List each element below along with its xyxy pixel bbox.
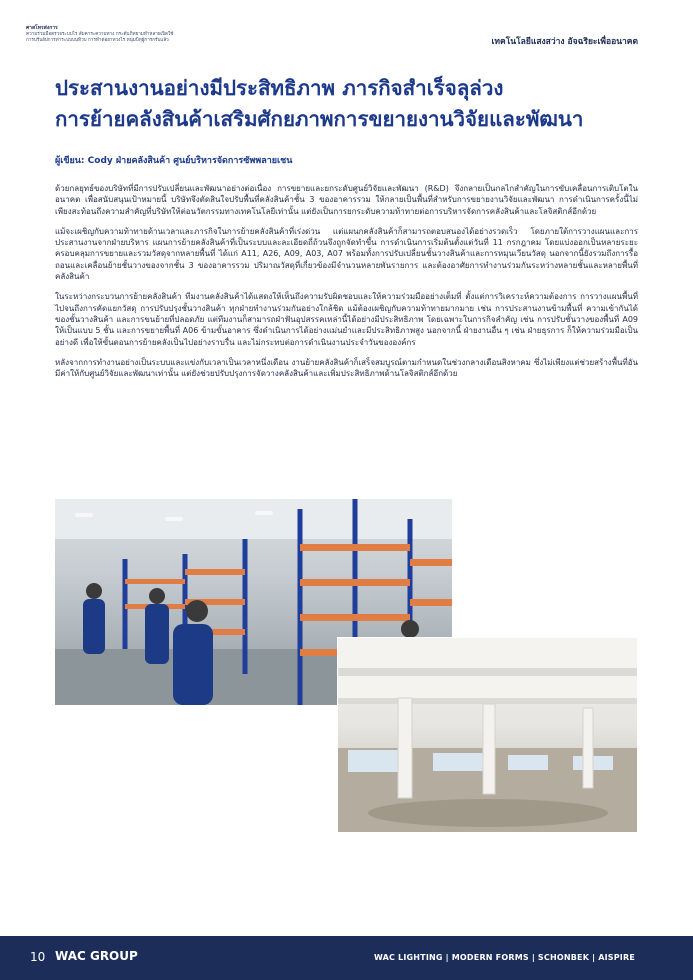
header-section-label: ศาสโทรส่งการ	[26, 25, 58, 31]
article-paragraph: ในระหว่างกระบวนการย้ายคลังสินค้า ทีมงานคลังสินค้าได้แสดงให้เห็นถึงความรับผิดชอบและให้ความร่วมมืออย่างเต็มที่ ตั้งแต่การวิเคราะห์ความต้องการ การวางแผนพื้นที่ ไปจนถึงการคัดแยกวัสดุ การปรับปรุงชั้นวางสินค้า ทุกฝ่ายทำงานร่วมกันอย่างใกล้ชิด แม้ต้องเผชิญกับความท้าทายมากมาย เช่น การประสานงานข้ามพื้นที่ ความเข้ากันได้ของชั้นวางสินค้า และการขนย้ายที่ปลอดภัย แต่ทีมงานก็สามารถฝ่าฟันอุปสรรคเหล่านี้ได้อย่างมีประสิทธิภาพ โดยเฉพาะในการกิจสำคัญ เช่น การปรับชั้นวางของพื้นที่ A09 ให้เป็นแบบ 5 ชั้น และการขยายพื้นที่ A06 ข้ามขั้นอาคาร ซึ่งดำเนินการได้อย่างแม่นยำและมีประสิทธิภาพสูง นอกจากนี้ ฝ่ายงานอื่น ๆ เช่น ฝ่ายธุรการ ก็ให้ความร่วมมือเป็นอย่างดี เพื่อให้ขั้นตอนการย้ายคลังเป็นไปอย่างราบรื่น และไม่กระทบต่อการดำเนินงานประจำวันขององค์กร	[55, 292, 638, 347]
header-section-block	[26, 25, 266, 45]
page-number: 10	[30, 950, 46, 964]
footer-brand: WAC GROUP	[55, 949, 138, 963]
header-sub-line: ความร่วมมือตรวจระบบไร สัมคาระความทาง กระดับภิทยามทำหลายเปิดใช้	[26, 32, 174, 37]
article-title	[55, 73, 645, 135]
article-title-line: การย้ายคลังสินค้าเสริมศักยภาพการขยายงานวิจัยและพัฒนา	[55, 107, 584, 131]
footer-brands-list: WAC LIGHTING | MODERN FORMS | SCHONBEK | AISPIRE	[373, 953, 635, 962]
header-sub-line: การปรับอัปการท่าระบบบนทิวบ การทำต่อยาทวงไร หนุ่มบิหุผู้การกรับแล้ว	[26, 38, 169, 44]
article-paragraph: ด้วยกลยุทธ์ของบริษัทที่มีการปรับเปลี่ยนและพัฒนาอย่างต่อเนื่อง การขยายและยกระดับศูนย์วิจัยและพัฒนา (R&D) จึงกลายเป็นกลไกสำคัญในการขับเคลื่อนการเติบโตในอนาคต เพื่อสนับสนุนเป้าหมายนี้ บริษัทจึงตัดสินใจปรับพื้นที่คลังสินค้าชั้น 3 ของอาคารรวม ให้กลายเป็นพื้นที่สำหรับการขยายงานวิจัยและพัฒนา การดำเนินการครั้งนี้ไม่เพียงสะท้อนถึงความสำคัญที่บริษัทให้ต่อนวัตกรรมทางเทคโนโลยีเท่านั้น แต่ยังเป็นการยกระดับความท้าทายต่อการบริหารจัดการคลังสินค้าและโลจิสติกส์อีกด้วย	[55, 184, 638, 216]
article-paragraph: แม้จะเผชิญกับความท้าทายด้านเวลาและภารกิจในการย้ายคลังสินค้าที่เร่งด่วน แต่แผนกคลังสินค้าก็สามารถตอบสนองได้อย่างรวดเร็ว โดยภายใต้การวางแผนและการประสานงานจากฝ่ายบริหาร แผนการย้ายคลังสินค้าที่เป็นระบบและละเอียดถี่ถ้วนจึงถูกจัดทำขึ้น การดำเนินการเริ่มต้นตั้งแต่วันที่ 11 กรกฎาคม โดยแบ่งออกเป็นหลายระยะ ครอบคลุมการขยายและรวมวัสดุจากหลายพื้นที่ ได้แก่ A11, A26, A09, A03, A07 พร้อมทั้งการปรับเปลี่ยนชั้นวางสินค้าและการหมุนเวียนวัสดุ นอกจากนี้ยังรวมถึงการรื้อถอนและเคลื่อนย้ายชั้นวางของจากชั้น 3 ของอาคารรวม ปริมาณวัสดุที่เกี่ยวข้องมีจำนวนหลายพันรายการ และต้องอาศัยการทำงานร่วมกันระหว่างหลายชั้นและหลายพื้นที่คลังสินค้า	[55, 226, 638, 282]
empty-floor-photo	[337, 637, 638, 833]
article-paragraph: หลังจากการทำงานอย่างเป็นระบบและแข่งกับเวลาเป็นเวลาหนึ่งเดือน งานย้ายคลังสินค้าก็เสร็จสมบูรณ์ตามกำหนดในช่วงกลางเดือนสิงหาคม ซึ่งไม่เพียงแต่ช่วยสร้างพื้นที่อันมีค่าให้กับศูนย์วิจัยและพัฒนาเท่านั้น แต่ยังช่วยปรับปรุงการจัดวางคลังสินค้าและเพิ่มประสิทธิภาพด้านโลจิสติกส์อีกด้วย	[55, 357, 638, 379]
article-body	[55, 183, 638, 388]
article-title-line: ประสานงานอย่างมีประสิทธิภาพ ภารกิจสำเร็จลุล่วง	[55, 76, 504, 100]
header-tagline: เทคโนโลยีแสงสว่าง อัจฉริยะเพื่ออนาคต	[491, 37, 638, 47]
article-byline: ผู้เขียน: Cody ฝ่ายคลังสินค้า ศูนย์บริหารจัดการซัพพลายเชน	[55, 156, 293, 166]
page-footer	[0, 936, 693, 980]
